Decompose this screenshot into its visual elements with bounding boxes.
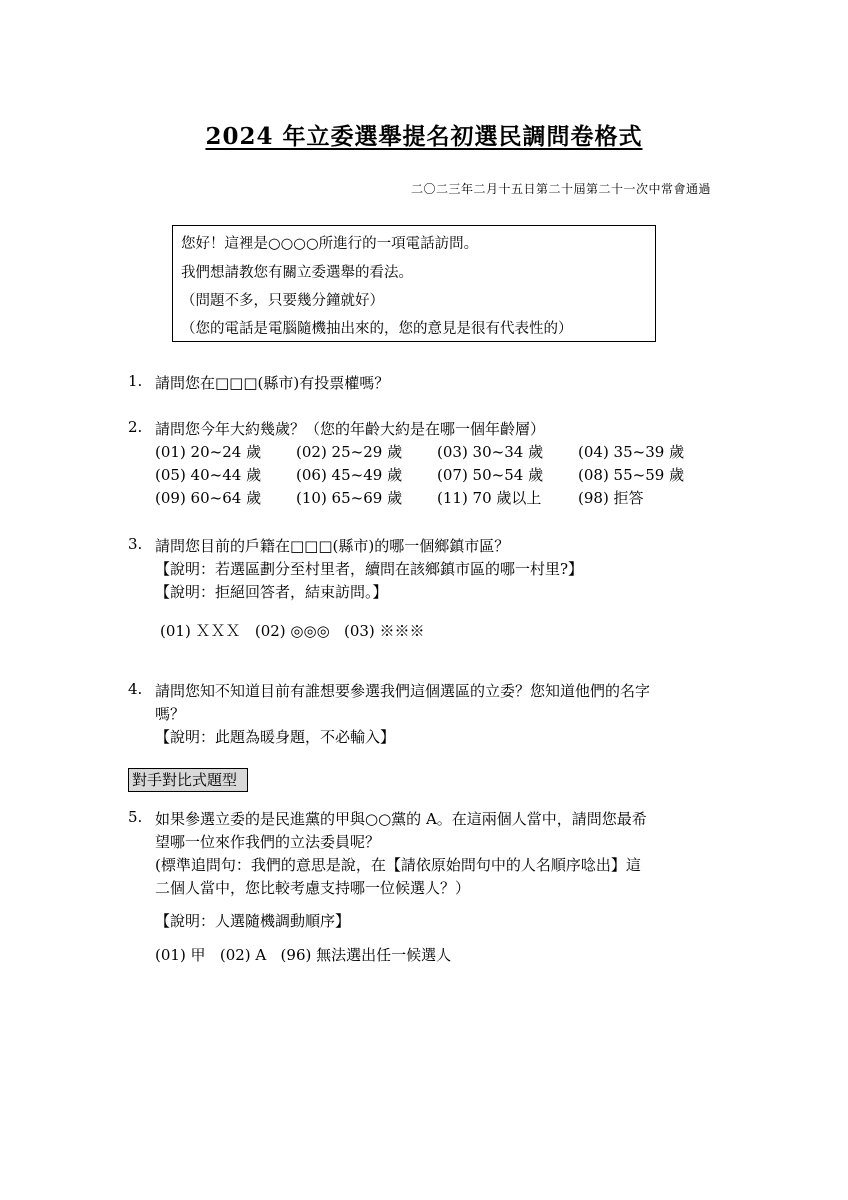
question-number: 4.: [128, 680, 143, 698]
intro-line: 我們想請教您有關立委選舉的看法。: [181, 265, 413, 281]
approval-note: 二〇二三年二月十五日第二十屆第二十一次中常會通過: [410, 182, 711, 196]
answer-option: (11) 70 歲以上: [437, 489, 542, 507]
question-text: 請問您知不知道目前有誰想要參選我們這個選區的立委？您知道他們的名字: [155, 682, 651, 700]
question-number: 3.: [128, 535, 143, 553]
answer-option: (07) 50~54 歲: [437, 466, 544, 484]
question-text-continued: 嗎？: [155, 705, 186, 723]
answer-options: (01) 甲 (02) A (96) 無法選出任一候選人: [155, 946, 452, 964]
answer-option: (09) 60~64 歲: [155, 489, 262, 507]
answer-option: (10) 65~69 歲: [296, 489, 403, 507]
interviewer-note: 【說明：拒絕回答者，結束訪問。】: [155, 583, 388, 601]
followup-question: (標準追問句：我們的意思是說，在【請依原始問句中的人名順序唸出】這: [155, 856, 641, 874]
answer-option: (03) 30~34 歲: [437, 443, 544, 461]
answer-option: (02) 25~29 歲: [296, 443, 403, 461]
question-text: 請問您在□□□(縣市)有投票權嗎？: [155, 374, 390, 392]
intro-line: 您好！這裡是○○○○所進行的一項電話訪問。: [181, 236, 479, 252]
question-number: 5.: [128, 808, 143, 826]
answer-option: (05) 40~44 歲: [155, 466, 262, 484]
intro-line: （問題不多，只要幾分鐘就好）: [181, 293, 384, 309]
answer-option: (08) 55~59 歲: [578, 466, 685, 484]
question-text: 請問您目前的戶籍在□□□(縣市)的哪一個鄉鎮市區？: [155, 537, 510, 555]
document-title: 2024 年立委選舉提名初選民調問卷格式: [205, 123, 643, 150]
intro-script-box: [172, 225, 656, 342]
answer-option: (98) 拒答: [578, 489, 644, 507]
question-number: 2.: [128, 418, 143, 436]
answer-options: (01) ＸＸＸ (02) ◎◎◎ (03) ※※※: [160, 622, 425, 640]
interviewer-note: 【說明：此題為暖身題，不必輸入】: [155, 728, 396, 746]
question-number: 1.: [128, 372, 143, 390]
question-text: 請問您今年大約幾歲？（您的年齡大約是在哪一個年齡層）: [155, 420, 546, 438]
section-tag: 對手對比式題型: [128, 768, 248, 792]
question-text: 如果參選立委的是民進黨的甲與○○黨的 A。在這兩個人當中，請問您最希: [155, 810, 647, 828]
question-text-continued: 望哪一位來作我們的立法委員呢？: [155, 833, 381, 851]
answer-option: (01) 20~24 歲: [155, 443, 262, 461]
answer-option: (06) 45~49 歲: [296, 466, 403, 484]
interviewer-note: 【說明：若選區劃分至村里者，續問在該鄉鎮市區的哪一村里?】: [155, 560, 584, 578]
interviewer-note: 【說明：人選隨機調動順序】: [155, 912, 351, 930]
followup-question-continued: 二個人當中，您比較考慮支持哪一位候選人？）: [155, 879, 471, 897]
answer-option: (04) 35~39 歲: [578, 443, 685, 461]
intro-line: （您的電話是電腦隨機抽出來的，您的意見是很有代表性的）: [181, 321, 573, 337]
